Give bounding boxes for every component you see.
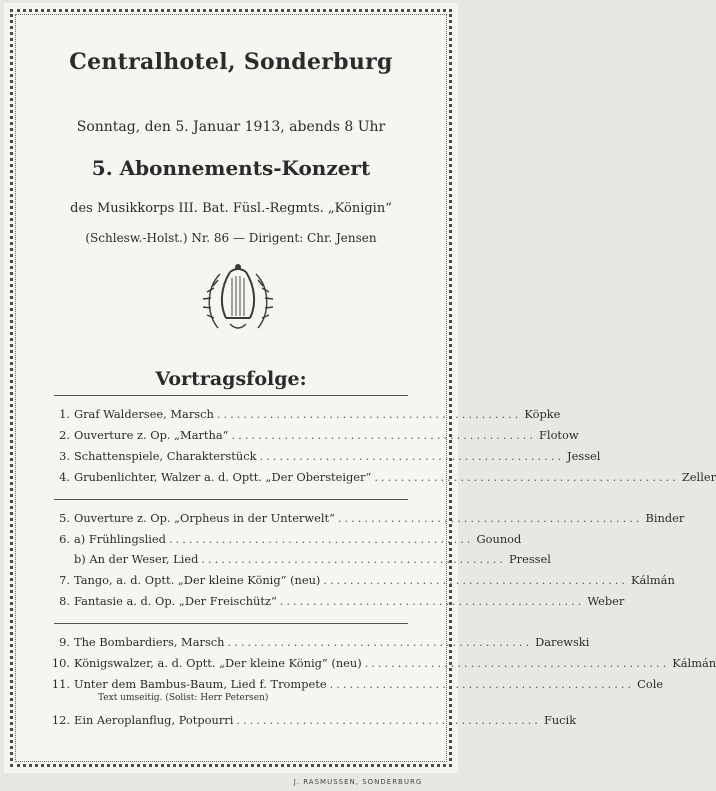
program-item [42,552,551,568]
program-item [42,449,601,465]
program-item [42,594,625,610]
item-title: a) Frühlingslied [74,532,166,546]
item-composer: Kálmán [672,656,716,670]
item-title: Schattenspiele, Charakterstück [74,449,257,463]
concert-date: Sonntag, den 5. Januar 1913, abends 8 Uhr [76,119,386,135]
item-number: 4. [59,470,70,484]
leader-dots: .............................................. [259,449,565,463]
leader-dots: .............................................. [236,713,541,727]
program-item [42,428,579,444]
item-title: Graf Waldersee, Marsch [74,407,214,421]
leader-dots: .............................................. [329,677,635,691]
printer-imprint: J. RASMUSSEN, SONDERBURG [293,778,423,786]
item-title: The Bombardiers, Marsch [74,635,225,649]
item-note: Text umseitig. (Solist: Herr Petersen) [98,693,269,703]
leader-dots: .............................................. [201,552,506,566]
item-title: b) An der Weser, Lied [74,552,199,566]
item-number: 1. [59,407,70,421]
leader-dots: .............................................. [227,635,533,649]
item-composer: Binder [645,511,685,525]
concert-title: 5. Abonnements-Konzert [91,156,371,180]
leader-dots: .............................................. [168,532,474,546]
program-item [42,635,590,651]
item-number: 5. [59,511,70,525]
item-composer: Weber [587,594,625,608]
item-composer: Zeller [681,470,716,484]
item-number: 8. [59,594,70,608]
program-item [42,532,522,548]
item-number: 10. [51,656,70,670]
item-title: Unter dem Bambus-Baum, Lied f. Trompete [74,677,327,691]
program-item [42,656,716,672]
item-composer: Fucik [543,713,577,727]
item-number: 12. [51,713,70,727]
item-composer: Flotow [539,428,579,442]
leader-dots: .............................................. [323,573,628,587]
item-number: 9. [59,635,70,649]
concert-program-sheet [4,3,716,773]
leader-dots: .............................................. [374,470,679,484]
item-number: 6. [59,532,70,546]
program-item [42,511,685,527]
item-composer: Jessel [567,449,601,463]
program-item [42,677,664,693]
musikkorps-line: des Musikkorps III. Bat. Füsl.-Regmts. „Königin“ [70,201,392,216]
item-title: Ouverture z. Op. „Orpheus in der Unterwelt“ [74,511,335,525]
hotel-name: Centralhotel, Sonderburg [69,49,393,75]
item-title: Königswalzer, a. d. Optt. „Der kleine König“ (neu) [74,656,362,670]
leader-dots: .............................................. [279,594,585,608]
item-number: 2. [59,428,70,442]
leader-dots: .............................................. [216,407,522,421]
program-item [42,573,675,589]
leader-dots: .............................................. [364,656,670,670]
leader-dots: .............................................. [337,511,643,525]
program-heading: Vortragsfolge: [155,368,307,390]
program-item [42,407,561,423]
section-divider [54,623,408,624]
item-title: Grubenlichter, Walzer a. d. Optt. „Der Obersteiger“ [74,470,372,484]
conductor-line: (Schlesw.-Holst.) Nr. 86 — Dirigent: Chr. Jensen [85,231,377,245]
item-title: Ein Aeroplanflug, Potpourri [74,713,234,727]
item-composer: Gounod [476,532,522,546]
item-composer: Köpke [524,407,561,421]
item-composer: Cole [637,677,664,691]
item-title: Fantasie a. d. Op. „Der Freischütz“ [74,594,277,608]
item-number: 11. [51,677,70,691]
lyre-wreath-icon [200,258,276,336]
item-composer: Kálmán [630,573,675,587]
item-number: 3. [59,449,70,463]
item-number: 7. [59,573,70,587]
program-item [42,470,716,486]
item-composer: Darewski [535,635,590,649]
heading-divider [54,395,408,396]
leader-dots: .............................................. [231,428,537,442]
item-title: Ouverture z. Op. „Martha“ [74,428,229,442]
section-divider [54,499,408,500]
item-composer: Pressel [508,552,551,566]
item-title: Tango, a. d. Optt. „Der kleine König“ (neu) [74,573,321,587]
program-item [42,713,577,729]
